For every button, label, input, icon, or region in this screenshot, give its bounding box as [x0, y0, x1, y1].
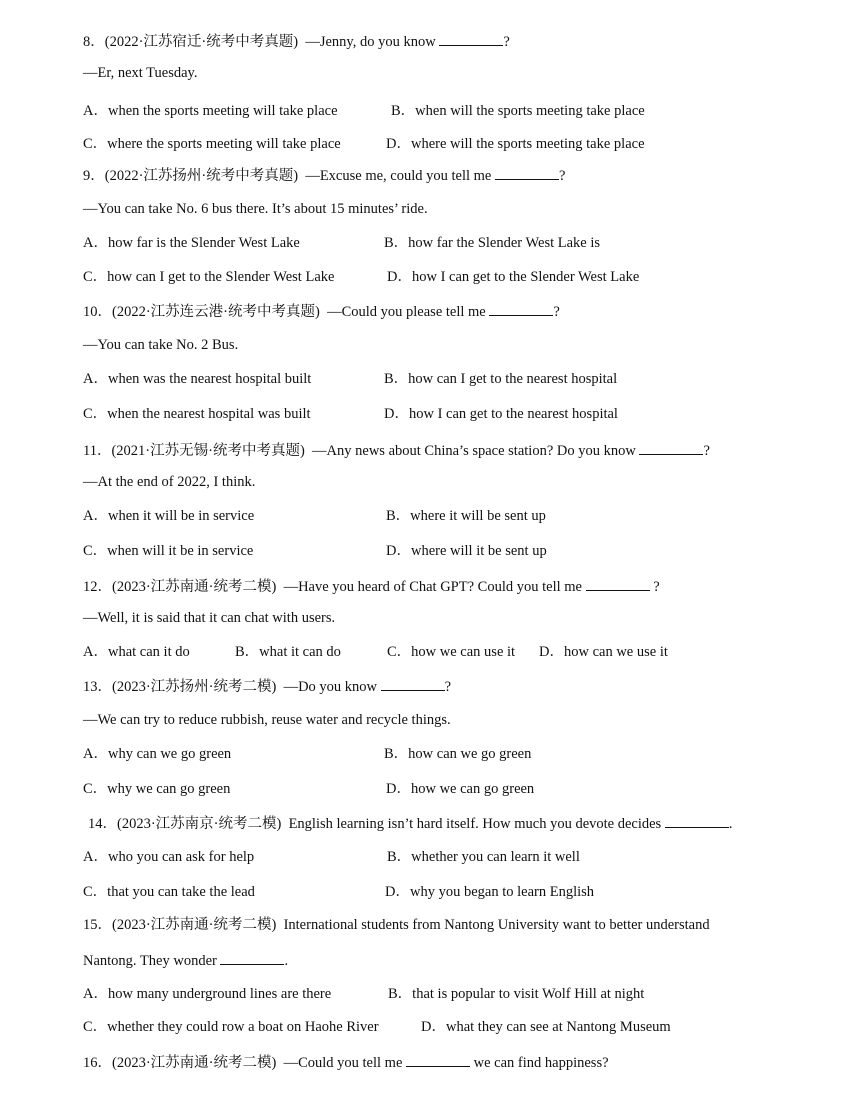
option-letter: A．: [83, 986, 108, 1002]
option-text: how many underground lines are there: [107, 986, 332, 1002]
option-letter: B．: [386, 508, 411, 524]
option-b[interactable]: [384, 234, 600, 252]
option-d[interactable]: [387, 268, 639, 286]
question-12-stem: [83, 577, 660, 596]
answer-blank: [220, 951, 284, 965]
option-letter: D．: [539, 644, 564, 660]
option-text: how can we go green: [408, 746, 532, 762]
answer-blank: [406, 1053, 470, 1067]
option-c[interactable]: [83, 780, 230, 798]
option-letter: B．: [235, 644, 260, 660]
option-b[interactable]: [387, 848, 580, 866]
option-text: when will it be in service: [107, 543, 254, 559]
question-11-reply: —At the end of 2022, I think.: [83, 474, 256, 490]
option-letter: A．: [83, 508, 108, 524]
stem-text: Nantong. They wonder: [83, 953, 221, 969]
stem-text: —Any news about China’s space station? Do you know: [312, 443, 640, 459]
option-d[interactable]: [421, 1018, 671, 1036]
option-text: how far the Slender West Lake is: [408, 235, 601, 251]
question-10-reply: —You can take No. 2 Bus.: [83, 337, 239, 353]
option-letter: B．: [387, 849, 412, 865]
question-number: 13．: [83, 679, 112, 695]
question-source: (2022·江苏扬州·统考中考真题): [104, 168, 299, 184]
question-8-reply: —Er, next Tuesday.: [83, 65, 198, 81]
question-10-stem: [83, 302, 560, 321]
option-letter: C．: [83, 781, 108, 797]
option-text: when the sports meeting will take place: [107, 103, 338, 119]
option-d[interactable]: [386, 542, 547, 560]
option-text: where the sports meeting will take place: [107, 136, 341, 152]
option-d[interactable]: [385, 883, 594, 901]
option-letter: C．: [83, 543, 108, 559]
option-a[interactable]: [83, 848, 254, 866]
stem-text-end: ?: [444, 679, 452, 695]
option-c[interactable]: [83, 542, 253, 560]
option-text: whether they could row a boat on Haohe River: [107, 1019, 379, 1035]
question-source: (2023·江苏南通·统考二模): [112, 1055, 277, 1071]
option-b[interactable]: [384, 745, 531, 763]
question-13-stem: [83, 677, 451, 696]
stem-text: —Jenny, do you know: [305, 34, 440, 50]
option-letter: D．: [386, 781, 411, 797]
question-11-stem: [83, 441, 710, 460]
option-a[interactable]: [83, 643, 190, 661]
option-letter: B．: [388, 986, 413, 1002]
option-text: how can we use it: [563, 644, 668, 660]
option-c[interactable]: [387, 643, 515, 661]
option-letter: D．: [387, 269, 412, 285]
option-text: how we can go green: [410, 781, 535, 797]
question-9-reply: —You can take No. 6 bus there. It’s about 15 minutes’ ride.: [83, 201, 428, 217]
option-letter: A．: [83, 849, 108, 865]
stem-text-end: ?: [559, 168, 566, 184]
question-number: 16．: [83, 1055, 112, 1071]
question-number: 9．: [83, 168, 105, 184]
option-text: how I can get to the Slender West Lake: [411, 269, 640, 285]
stem-text-end: ?: [553, 304, 560, 320]
question-13-reply: —We can try to reduce rubbish, reuse water and recycle things.: [83, 712, 451, 728]
question-9-stem: [83, 166, 565, 185]
question-14-stem: [88, 814, 732, 833]
option-text: when will the sports meeting take place: [415, 103, 645, 119]
option-text: that you can take the lead: [107, 884, 255, 900]
stem-text: English learning isn’t hard itself. How much you devote decides: [288, 816, 665, 832]
question-15-stem-line2: [83, 951, 288, 970]
option-text: when it will be in service: [107, 508, 255, 524]
option-b[interactable]: [235, 643, 341, 661]
answer-blank: [439, 32, 503, 46]
option-b[interactable]: [384, 370, 617, 388]
option-letter: D．: [421, 1019, 446, 1035]
option-letter: B．: [384, 235, 409, 251]
question-15-stem: [83, 916, 710, 934]
option-d[interactable]: [384, 405, 618, 423]
option-letter: C．: [387, 644, 412, 660]
answer-blank: [665, 814, 729, 828]
option-text: why can we go green: [107, 746, 232, 762]
option-letter: A．: [83, 371, 108, 387]
option-a[interactable]: [83, 745, 231, 763]
option-letter: D．: [385, 884, 410, 900]
option-a[interactable]: [83, 985, 331, 1003]
option-text: who you can ask for help: [107, 849, 255, 865]
stem-text-end: .: [284, 953, 289, 969]
stem-text-end: we can find happiness?: [470, 1055, 609, 1071]
option-b[interactable]: [388, 985, 644, 1003]
option-letter: D．: [386, 543, 411, 559]
option-letter: D．: [386, 136, 411, 152]
option-c[interactable]: [83, 405, 311, 423]
option-b[interactable]: [386, 507, 546, 525]
option-letter: C．: [83, 1019, 108, 1035]
question-number: 10．: [83, 304, 112, 320]
option-a[interactable]: [83, 370, 311, 388]
option-text: when was the nearest hospital built: [107, 371, 312, 387]
option-c[interactable]: [83, 1018, 379, 1036]
question-source: (2023·江苏扬州·统考二模): [112, 679, 277, 695]
option-text: whether you can learn it well: [411, 849, 580, 865]
option-c[interactable]: [83, 883, 255, 901]
option-letter: B．: [384, 371, 409, 387]
option-text: where will the sports meeting take place: [410, 136, 645, 152]
option-text: how I can get to the nearest hospital: [408, 406, 618, 422]
answer-blank: [639, 441, 703, 455]
option-text: when the nearest hospital was built: [107, 406, 311, 422]
option-a[interactable]: [83, 102, 338, 120]
option-a[interactable]: [83, 234, 300, 252]
option-letter: C．: [83, 884, 108, 900]
option-text: that is popular to visit Wolf Hill at night: [412, 986, 645, 1002]
option-letter: B．: [384, 746, 409, 762]
question-8-stem: [83, 32, 510, 51]
question-number: 8．: [83, 34, 105, 50]
option-text: how can I get to the nearest hospital: [408, 371, 618, 387]
answer-blank: [381, 677, 445, 691]
option-text: why you began to learn English: [409, 884, 595, 900]
question-source: (2023·江苏南通·统考二模): [112, 579, 277, 595]
option-d[interactable]: [539, 643, 668, 661]
stem-text: —Do you know: [283, 679, 381, 695]
option-letter: A．: [83, 644, 108, 660]
option-text: where it will be sent up: [410, 508, 546, 524]
option-letter: A．: [83, 103, 108, 119]
option-letter: B．: [391, 103, 416, 119]
option-text: what it can do: [259, 644, 341, 660]
option-c[interactable]: [83, 135, 341, 153]
question-source: (2021·江苏无锡·统考中考真题): [111, 443, 305, 459]
option-letter: A．: [83, 235, 108, 251]
question-number: 11．: [83, 443, 112, 459]
stem-text: International students from Nantong University want to better understand: [283, 917, 710, 933]
option-a[interactable]: [83, 507, 254, 525]
question-12-reply: —Well, it is said that it can chat with users.: [83, 610, 336, 626]
answer-blank: [586, 577, 650, 591]
option-d[interactable]: [386, 135, 645, 153]
stem-text: —Excuse me, could you tell me: [305, 168, 495, 184]
answer-blank: [495, 166, 559, 180]
stem-text: —Could you tell me: [283, 1055, 407, 1071]
question-source: (2022·江苏宿迁·统考中考真题): [104, 34, 299, 50]
option-b[interactable]: [391, 102, 645, 120]
stem-text: —Could you please tell me: [327, 304, 490, 320]
option-text: what they can see at Nantong Museum: [445, 1019, 671, 1035]
stem-text-end: .: [728, 816, 733, 832]
option-text: how can I get to the Slender West Lake: [107, 269, 335, 285]
option-c[interactable]: [83, 268, 334, 286]
question-source: (2023·江苏南京·统考二模): [117, 816, 282, 832]
option-text: where will it be sent up: [410, 543, 547, 559]
question-number: 15．: [83, 917, 112, 933]
stem-text-end: ?: [649, 579, 660, 595]
option-d[interactable]: [386, 780, 534, 798]
question-16-stem: [83, 1053, 609, 1072]
question-number: 14．: [88, 816, 117, 832]
option-text: how far is the Slender West Lake: [107, 235, 300, 251]
option-letter: A．: [83, 746, 108, 762]
option-letter: D．: [384, 406, 409, 422]
stem-text-end: ?: [703, 443, 710, 459]
option-text: how we can use it: [411, 644, 516, 660]
option-text: why we can go green: [107, 781, 231, 797]
question-number: 12．: [83, 579, 112, 595]
stem-text: —Have you heard of Chat GPT? Could you tell me: [283, 579, 586, 595]
option-letter: C．: [83, 136, 108, 152]
option-text: what can it do: [107, 644, 190, 660]
stem-text-end: ?: [503, 34, 510, 50]
option-letter: C．: [83, 269, 108, 285]
option-letter: C．: [83, 406, 108, 422]
question-source: (2023·江苏南通·统考二模): [112, 917, 277, 933]
question-source: (2022·江苏连云港·统考中考真题): [112, 304, 320, 320]
answer-blank: [489, 302, 553, 316]
